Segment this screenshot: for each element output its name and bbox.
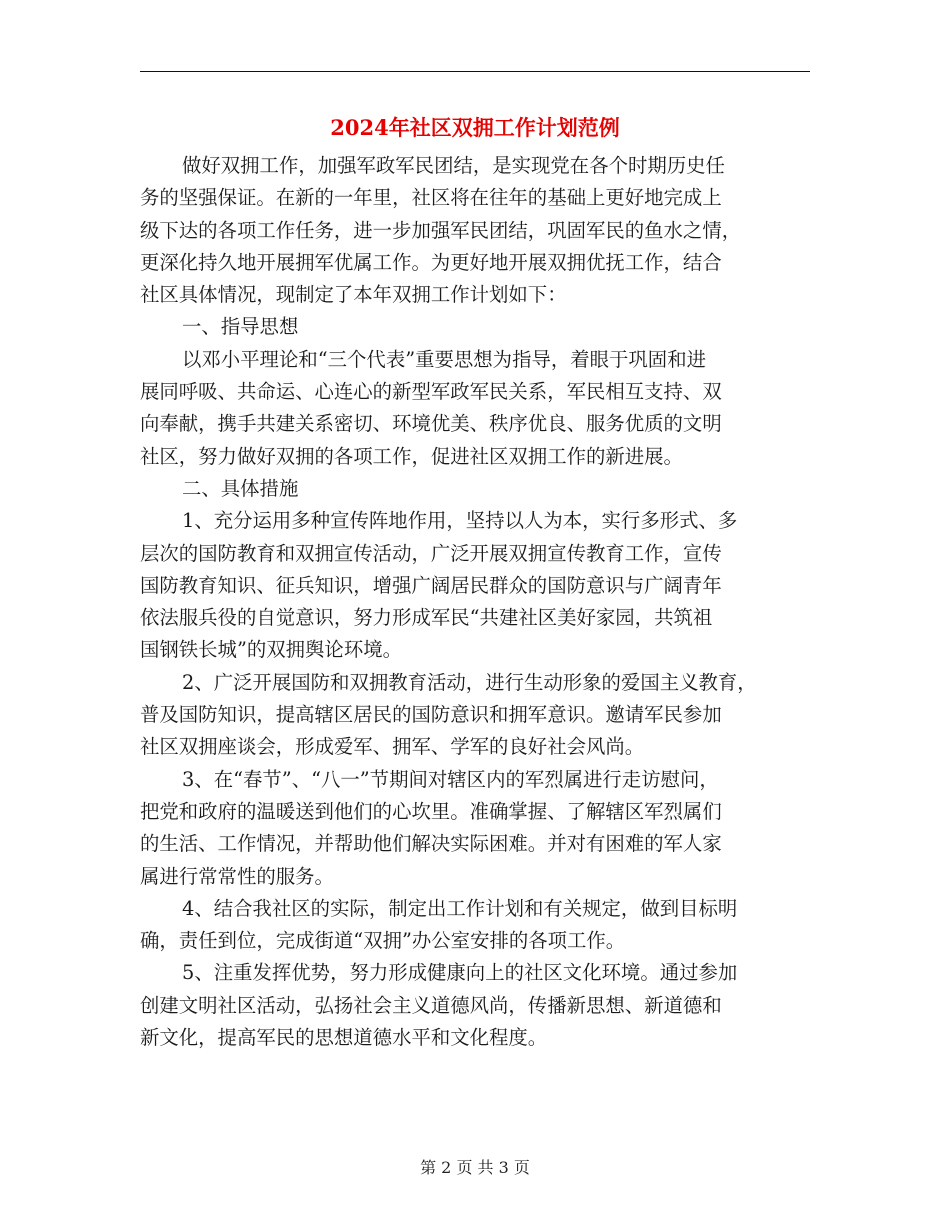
body-line: 以邓小平理论和“三个代表”重要思想为指导，着眼于巩固和进 [182,347,706,371]
body-line: 确，责任到位，完成街道“双拥”办公室安排的各项工作。 [140,929,626,953]
body-line: 创建文明社区活动，弘扬社会主义道德风尚，传播新思想、新道德和 [140,993,722,1017]
body-line: 社区，努力做好双拥的各项工作，促进社区双拥工作的新进展。 [140,444,683,468]
body-line: 2、广泛开展国防和双拥教育活动，进行生动形象的爱国主义教育， [182,670,757,694]
body-line: 把党和政府的温暖送到他们的心坎里。准确掌握、了解辖区军烈属们 [140,799,722,823]
body-line: 3、在“春节”、“八一”节期间对辖区内的军烈属进行走访慰问， [182,767,719,791]
section-heading: 一、指导思想 [182,315,299,339]
body-line: 社区具体情况，现制定了本年双拥工作计划如下： [140,283,567,307]
body-line: 向奉献，携手共建关系密切、环境优美、秩序优良、服务优质的文明 [140,412,722,436]
body-line: 属进行常常性的服务。 [140,864,334,888]
body-line: 5、注重发挥优势，努力形成健康向上的社区文化环境。通过参加 [182,961,738,985]
body-line: 4、结合我社区的实际，制定出工作计划和有关规定，做到目标明 [182,896,738,920]
body-line: 依法服兵役的自觉意识，努力形成军民“共建社区美好家园，共筑祖 [140,606,713,630]
body-line: 务的坚强保证。在新的一年里，社区将在往年的基础上更好地完成上 [140,186,722,210]
body-line: 1、充分运用多种宣传阵地作用，坚持以人为本，实行多形式、多 [182,509,738,533]
document-body [140,150,830,1054]
body-line: 国防教育知识、征兵知识，增强广阔居民群众的国防意识与广阔青年 [140,573,722,597]
body-line: 做好双拥工作，加强军政军民团结，是实现党在各个时期历史任 [182,154,725,177]
document-title: 2024年社区双拥工作计划范例 [330,115,620,140]
body-line: 的生活、工作情况，并帮助他们解决实际困难。并对有困难的军人家 [140,832,722,856]
body-line: 层次的国防教育和双拥宣传活动，广泛开展双拥宣传教育工作，宣传 [140,541,722,565]
body-line: 展同呼吸、共命运、心连心的新型军政军民关系，军民相互支持、双 [140,380,722,404]
body-line: 国钢铁长城”的双拥舆论环境。 [140,638,402,662]
header-rule [140,71,810,72]
body-line: 更深化持久地开展拥军优属工作。为更好地开展双拥优抚工作，结合 [140,250,722,274]
section-heading: 二、具体措施 [182,476,299,500]
body-line: 普及国防知识，提高辖区居民的国防意识和拥军意识。邀请军民参加 [140,703,722,727]
page-number: 第 2 页 共 3 页 [420,1158,530,1177]
body-line: 级下达的各项工作任务，进一步加强军民团结，巩固军民的鱼水之情， [140,218,742,242]
body-line: 社区双拥座谈会，形成爱军、拥军、学军的良好社会风尚。 [140,735,645,759]
body-line: 新文化，提高军民的思想道德水平和文化程度。 [140,1026,548,1050]
